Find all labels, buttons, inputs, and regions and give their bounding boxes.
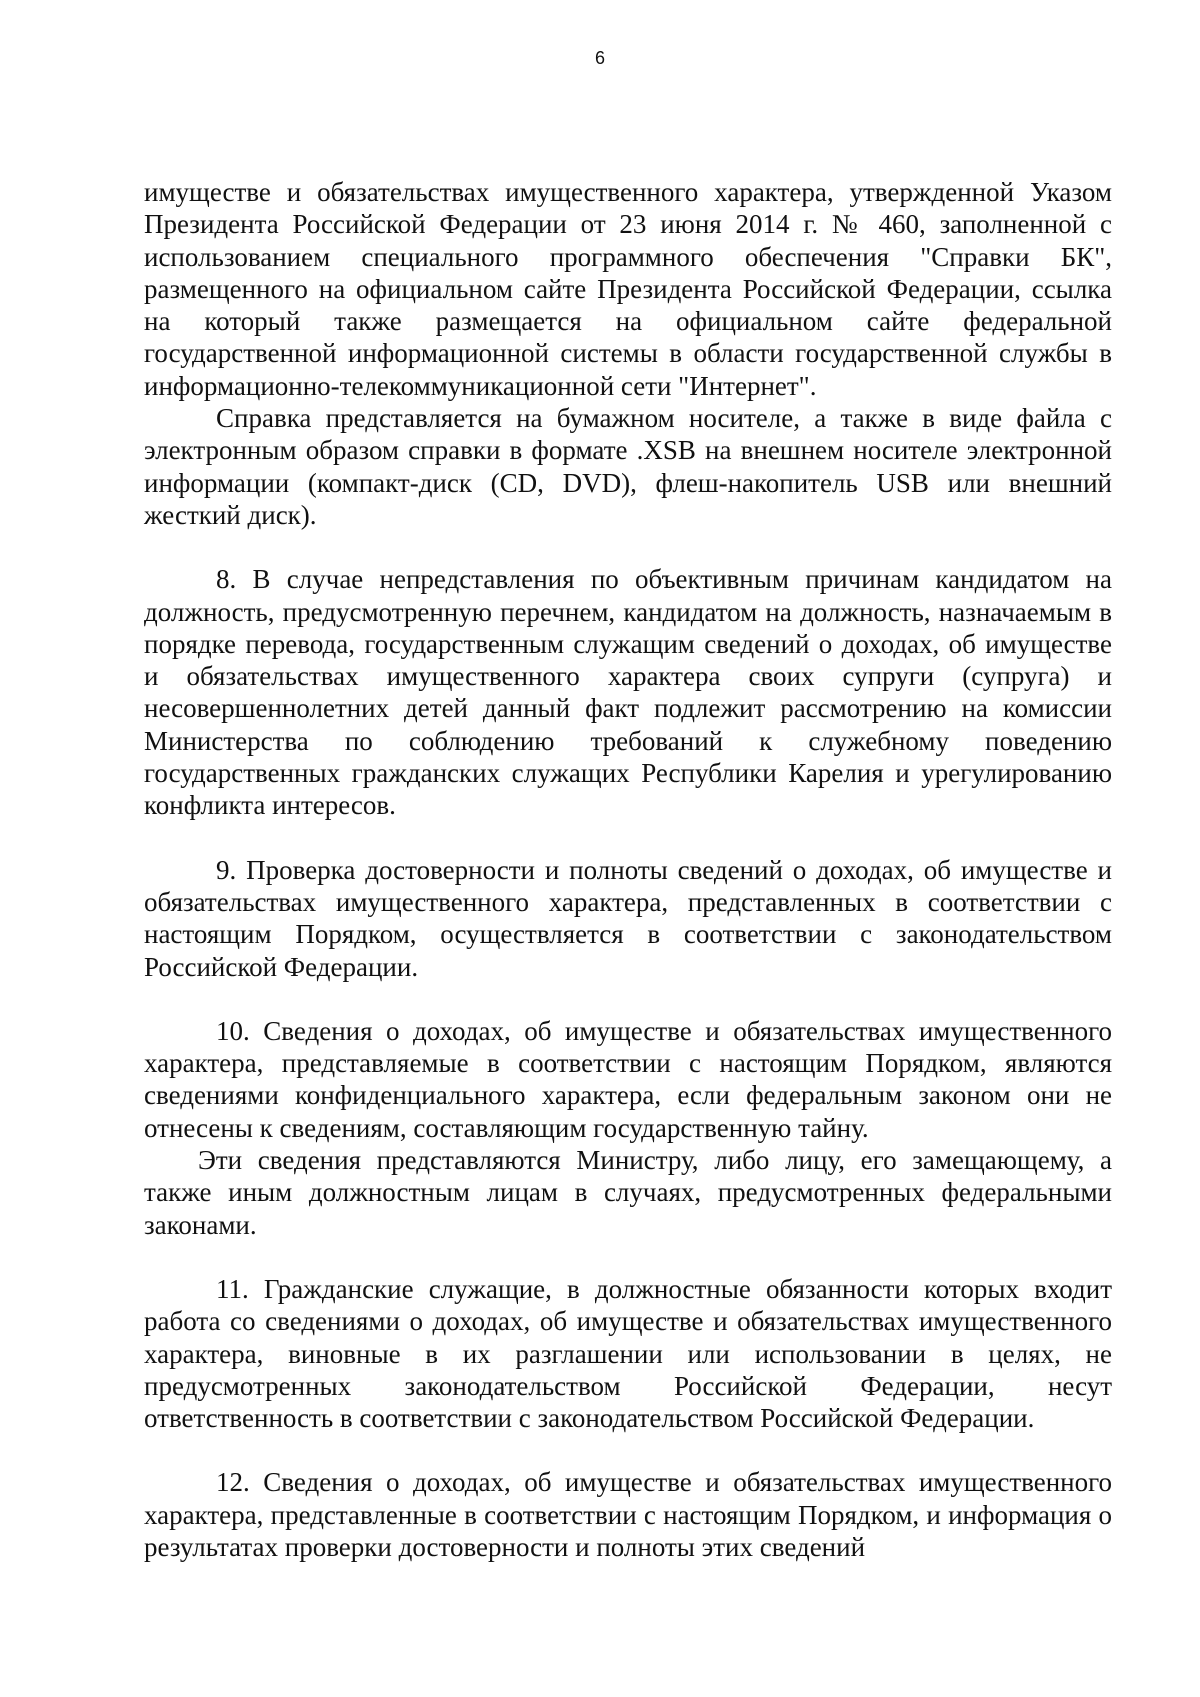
paragraph-clause-8: 8. В случае непредставления по объективным причинам кандидатом на должность, предусмотренную перечнем, кандидатом на должность, назначаемым в порядке перевода, государственным служащим сведений о доходах, об имуществе и обязательствах имущественного характера своих супруги (супруга) и несовершеннолетних детей данный факт подлежит рассмотрению на комиссии Министерства по соблюдению требований к служебному поведению государственных гражданских служащих Республики Карелия и урегулированию конфликта интересов. bbox=[144, 564, 1112, 821]
paragraph-continuation: имуществе и обязательствах имущественного характера, утвержденной Указом Президента Российской Федерации от 23 июня 2014 г. № 460, заполненной с использованием специального программного обеспечения "Справки БК", размещенного на официальном сайте Президента Российской Федерации, ссылка на который также размещается на официальном сайте федеральной государственной информационной системы в области государственной службы в информационно-телекоммуникационной сети "Интернет". bbox=[144, 177, 1112, 401]
paragraph-clause-11: 11. Гражданские служащие, в должностные обязанности которых входит работа со сведениями о доходах, об имуществе и обязательствах имущественного характера, виновные в их разглашении или использовании в целях, не предусмотренных законодательством Российской Федерации, несут ответственность в соответствии с законодательством Российской Федерации. bbox=[144, 1273, 1112, 1434]
paragraph-clause-10-addendum: Эти сведения представляются Министру, либо лицу, его замещающему, а также иным должностным лицам в случаях, предусмотренных федеральными законами. bbox=[144, 1145, 1112, 1240]
paragraph-clause-9: 9. Проверка достоверности и полноты сведений о доходах, об имуществе и обязательствах имущественного характера, представленных в соответствии с настоящим Порядком, осуществляется в соответствии с законодательством Российской Федерации. bbox=[144, 854, 1112, 982]
page-number: 6 bbox=[594, 48, 605, 68]
paragraph-certificate-format: Справка представляется на бумажном носителе, а также в виде файла с электронным образом справки в формате .XSB на внешнем носителе электронной информации (компакт-диск (CD, DVD), флеш-накопитель USB или внешний жесткий диск). bbox=[144, 403, 1112, 530]
paragraph-clause-12: 12. Сведения о доходах, об имуществе и обязательствах имущественного характера, представленные в соответствии с настоящим Порядком, и информация о результатах проверки достоверности и полноты этих сведений bbox=[144, 1467, 1112, 1562]
document-body bbox=[144, 176, 1112, 1563]
paragraph-clause-10: 10. Сведения о доходах, об имуществе и обязательствах имущественного характера, представляемые в соответствии с настоящим Порядком, являются сведениями конфиденциального характера, если федеральным законом они не отнесены к сведениям, составляющим государственную тайну. bbox=[144, 1015, 1112, 1143]
